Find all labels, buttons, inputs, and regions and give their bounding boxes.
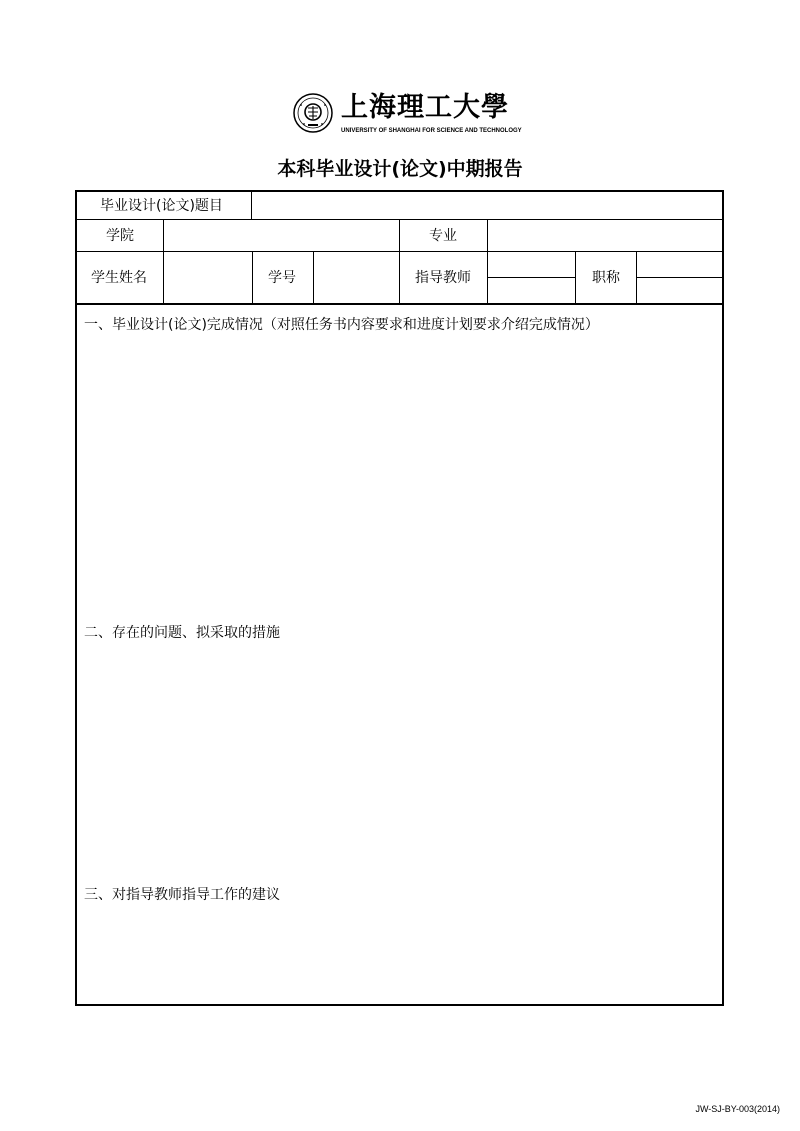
col-divider (252, 251, 253, 304)
job-title-field[interactable] (639, 254, 721, 302)
col-divider (636, 251, 637, 304)
student-id-field[interactable] (316, 254, 396, 302)
advisor-label: 指导教师 (415, 270, 471, 286)
student-id-label: 学号 (268, 270, 296, 286)
topic-field[interactable] (256, 192, 720, 218)
col-divider (163, 251, 164, 304)
university-name-en: UNIVERSITY OF SHANGHAI FOR SCIENCE AND TECHNOLOGY (341, 128, 522, 134)
student-name-label: 学生姓名 (91, 270, 147, 286)
university-logo (293, 93, 523, 139)
form-code: JW-SJ-BY-003(2014) (695, 1104, 780, 1114)
university-seal-icon (293, 93, 333, 133)
student-name-field[interactable] (166, 254, 250, 302)
job-title-label: 职称 (592, 270, 620, 286)
section-suggestions-title: 三、对指导教师指导工作的建议 (84, 887, 280, 903)
section-progress-title: 一、毕业设计(论文)完成情况（对照任务书内容要求和进度计划要求介绍完成情况） (84, 317, 599, 333)
college-field[interactable] (166, 221, 396, 250)
advisor-field[interactable] (490, 254, 573, 302)
col-divider (163, 219, 164, 251)
section-issues-title: 二、存在的问题、拟采取的措施 (84, 625, 280, 641)
col-divider (575, 251, 576, 304)
col-divider (487, 251, 488, 304)
college-label: 学院 (106, 228, 134, 244)
col-divider (399, 251, 400, 304)
col-divider (313, 251, 314, 304)
col-divider (487, 219, 488, 251)
university-name: 上海理工大學 (341, 92, 509, 123)
major-field[interactable] (490, 221, 720, 250)
report-form (75, 190, 724, 1006)
topic-label: 毕业设计(论文)题目 (100, 198, 223, 214)
major-label: 专业 (429, 228, 457, 244)
col-divider (251, 190, 252, 219)
col-divider (399, 219, 400, 251)
page-title: 本科毕业设计(论文)中期报告 (277, 158, 523, 180)
